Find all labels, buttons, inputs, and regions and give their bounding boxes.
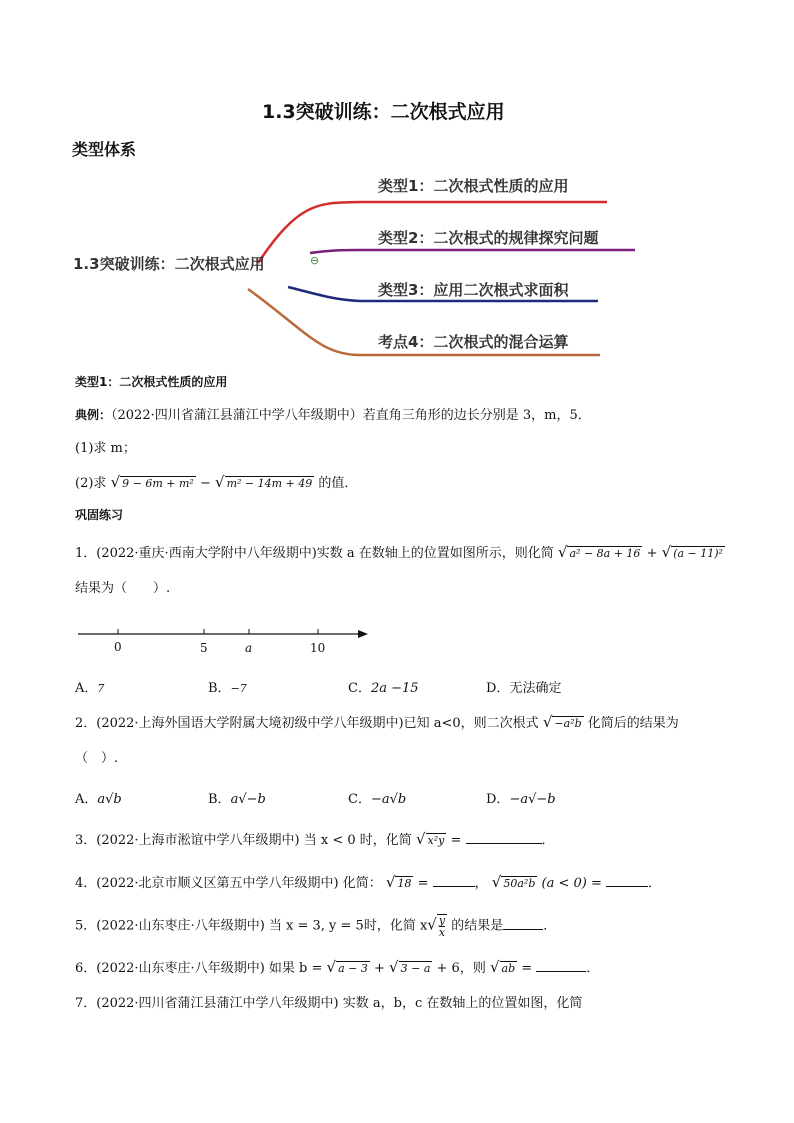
q2-line2: （ ）. [75, 751, 119, 766]
mindmap-branch-2: 类型2：二次根式的规律探究问题 [378, 229, 599, 247]
q6-line: 6．(2022·山东枣庄·八年级期中) 如果 b = √ a − 3 + √ 3 − a + 6，则 √ ab = ． [75, 958, 600, 976]
collapse-icon[interactable]: ⊖ [310, 254, 320, 267]
q3-text: 3．(2022·上海市淞谊中学八年级期中) 当 x < 0 时，化简 [75, 833, 412, 848]
q2-text-after: 化简后的结果为 [587, 716, 679, 731]
tick-label-a: a [245, 641, 253, 655]
section-heading-type-system: 类型体系 [72, 140, 137, 159]
q6-radical-3: ab [501, 962, 516, 975]
mindmap-branch-4: 考点4：二次根式的混合运算 [378, 333, 569, 351]
example-part2-prefix: (2)求 [75, 476, 107, 491]
q4-answer-blank-2[interactable] [606, 874, 648, 887]
q6-end: ． [586, 961, 600, 976]
q5-text: 5．(2022·山东枣庄·八年级期中) 当 x = 3, y = 5时，化简 x [75, 918, 428, 934]
mindmap [0, 0, 794, 380]
q1-option-a[interactable]: A．7 [75, 681, 105, 696]
example-radical-1: 9 − 6m + m² [122, 477, 194, 490]
q5-fraction: $\frac{y}{x}$ [438, 914, 446, 939]
q4-radical-1: 18 [397, 877, 412, 890]
q2-stem: 2．(2022·上海外国语大学附属大境初级中学八年级期中)已知 a<0，则二次根式 √ −a²b 化简后的结果为 [75, 713, 679, 731]
q5-line: 5．(2022·山东枣庄·八年级期中) 当 x = 3, y = 5时，化简 x√ $\frac{y}{x}$ 的结果是 ． [75, 914, 557, 939]
q2-option-c[interactable]: C．−a√b [348, 792, 407, 807]
q4-answer-blank-1[interactable] [433, 874, 475, 887]
q4-end: ． [648, 876, 662, 891]
q2-option-b[interactable]: B．a√−b [208, 792, 266, 807]
q6-radical-2: 3 − a [400, 962, 431, 975]
q4-text: 4．(2022·北京市顺义区第五中学八年级期中) 化简： [75, 876, 382, 891]
q1-radical-2: (a − 11)² [673, 547, 723, 560]
q1-plus: + [646, 546, 658, 561]
tick-label-5: 5 [200, 641, 208, 655]
q4-line: 4．(2022·北京市顺义区第五中学八年级期中) 化简： √ 18 = ， √ 50a²b (a < 0) = ． [75, 873, 662, 891]
q4-radical-2: 50a²b [503, 877, 536, 890]
mindmap-center-node: 1.3突破训练：二次根式应用 [73, 255, 265, 273]
tick-label-0: 0 [114, 640, 122, 654]
example-line [75, 406, 591, 425]
q6-rest: + 6，则 [436, 961, 486, 976]
q6-plus: + [374, 961, 385, 976]
q4-condition: (a < 0) = [541, 876, 602, 891]
example-label: 典例： [75, 408, 112, 422]
q3-line: 3．(2022·上海市淞谊中学八年级期中) 当 x < 0 时，化简 √ x²y = ． [75, 830, 555, 848]
q5-answer-blank[interactable] [503, 917, 543, 930]
branch-connector-2 [310, 250, 635, 253]
example-radical-2: m² − 14m + 49 [226, 477, 313, 490]
q6-text: 6．(2022·山东枣庄·八年级期中) 如果 b = [75, 961, 323, 976]
q2-text: 2．(2022·上海外国语大学附属大境初级中学八年级期中)已知 a<0，则二次根式 [75, 716, 539, 731]
mindmap-branch-3: 类型3：应用二次根式求面积 [378, 281, 569, 299]
q5-suffix: 的结果是 [451, 918, 504, 934]
example-text: （2022·四川省蒲江县蒲江中学八年级期中）若直角三角形的边长分别是 3，m，5． [111, 408, 591, 423]
type1-heading: 类型1：二次根式性质的应用 [75, 375, 228, 389]
q1-radical-1: a² − 8a + 16 [569, 547, 641, 560]
tick-label-10: 10 [310, 641, 326, 655]
page-title: 1.3突破训练：二次根式应用 [262, 101, 505, 123]
q1-option-d[interactable]: D．无法确定 [486, 681, 562, 696]
q6-radical-1: a − 3 [338, 962, 368, 975]
q1-line2: 结果为（ ）. [75, 581, 171, 596]
q3-radical: x²y [427, 834, 445, 847]
q4-separator: ， [474, 876, 488, 891]
q1-text: 1．(2022·重庆·西南大学附中八年级期中)实数 a 在数轴上的位置如图所示，则化简 [75, 546, 554, 561]
number-line-arrow [358, 630, 368, 638]
q6-equals: = [521, 961, 533, 976]
q2-option-a[interactable]: A．a√b [75, 792, 122, 807]
q3-answer-blank[interactable] [466, 831, 542, 844]
q1-option-c[interactable]: C．2a −15 [348, 681, 419, 696]
example-minus: − [199, 476, 211, 491]
q5-end: ． [543, 918, 557, 934]
example-part2: (2)求 √ 9 − 6m + m² − √ m² − 14m + 49 的值． [75, 473, 358, 491]
practice-heading: 巩固练习 [75, 508, 124, 522]
example-part1: (1)求 m； [75, 441, 136, 456]
q6-answer-blank[interactable] [536, 959, 586, 972]
mindmap-branch-1: 类型1：二次根式性质的应用 [378, 177, 569, 195]
q1-option-b[interactable]: B．−7 [208, 681, 247, 696]
q7-line: 7．(2022·四川省蒲江县蒲江中学八年级期中) 实数 a，b，c 在数轴上的位置如图，化简 [75, 996, 583, 1011]
q1-stem: 1．(2022·重庆·西南大学附中八年级期中)实数 a 在数轴上的位置如图所示，则化简 √ a² − 8a + 16 + √ (a − 11)² [75, 543, 723, 561]
q2-radical: −a²b [554, 717, 582, 730]
q3-equals: = [450, 833, 466, 848]
q2-option-d[interactable]: D．−a√−b [486, 792, 556, 807]
example-part2-suffix: 的值． [318, 476, 358, 491]
